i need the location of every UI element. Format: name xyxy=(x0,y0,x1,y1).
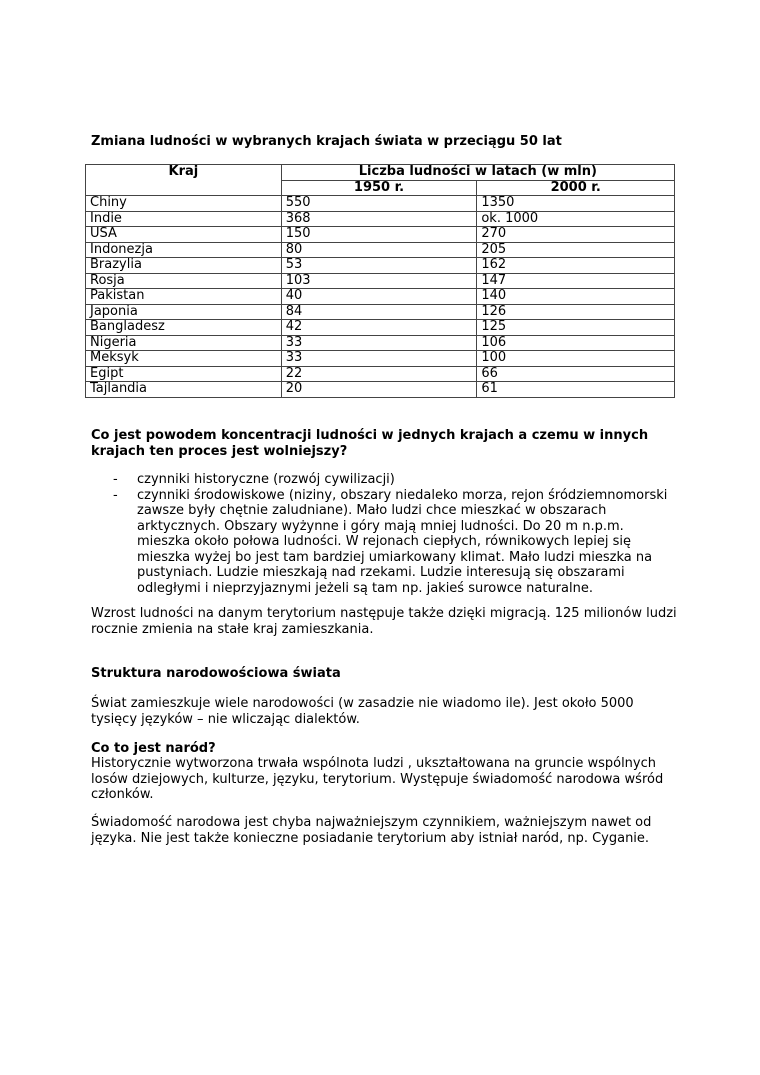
cell-country: Bangladesz xyxy=(86,320,282,336)
cell-1950: 84 xyxy=(281,304,477,320)
table-row xyxy=(86,289,675,305)
table-header-row xyxy=(86,165,675,181)
cell-country: Brazylia xyxy=(86,258,282,274)
list-item xyxy=(91,472,681,488)
table-row xyxy=(86,273,675,289)
migration-paragraph: Wzrost ludności na danym terytorium następuje także dzięki migracją. 125 milionów ludzi rocznie zmienia na stałe kraj zamieszkania. xyxy=(91,606,677,637)
cell-1950: 103 xyxy=(281,273,477,289)
table-row xyxy=(86,335,675,351)
cell-1950: 80 xyxy=(281,242,477,258)
cell-country: USA xyxy=(86,227,282,243)
cell-2000: 1350 xyxy=(477,196,675,212)
list-item-text: czynniki historyczne (rozwój cywilizacji) xyxy=(137,472,395,487)
cell-1950: 40 xyxy=(281,289,477,305)
cell-country: Pakistan xyxy=(86,289,282,305)
cell-2000: ok. 1000 xyxy=(477,211,675,227)
closing-paragraph: Świadomość narodowa jest chyba najważniejszym czynnikiem, ważniejszym nawet od języka. Nie jest także konieczne posiadanie terytorium aby istniał naród, np. Cyganie. xyxy=(91,815,652,846)
cell-2000: 126 xyxy=(477,304,675,320)
table-body xyxy=(86,196,675,398)
table-row xyxy=(86,258,675,274)
table-row xyxy=(86,351,675,367)
header-year-2000: 2000 r. xyxy=(477,180,675,196)
cell-1950: 22 xyxy=(281,366,477,382)
nationalities-paragraph: Świat zamieszkuje wiele narodowości (w zasadzie nie wiadomo ile). Jest około 5000 tysięcy języków – nie wliczając dialektów. xyxy=(91,696,634,727)
cell-country: Nigeria xyxy=(86,335,282,351)
cell-2000: 100 xyxy=(477,351,675,367)
cell-1950: 150 xyxy=(281,227,477,243)
cell-country: Egipt xyxy=(86,366,282,382)
cell-2000: 106 xyxy=(477,335,675,351)
nation-definition: Historycznie wytworzona trwała wspólnota ludzi , ukształtowana na gruncie wspólnych losów dziejowych, kulturze, języku, terytorium. Występuje świadomość narodowa wśród członków. xyxy=(91,756,664,802)
table-title: Zmiana ludności w wybranych krajach świata w przeciągu 50 lat xyxy=(91,134,562,149)
cell-country: Japonia xyxy=(86,304,282,320)
cell-1950: 53 xyxy=(281,258,477,274)
cell-country: Rosja xyxy=(86,273,282,289)
cell-2000: 140 xyxy=(477,289,675,305)
cell-2000: 205 xyxy=(477,242,675,258)
table-row xyxy=(86,366,675,382)
cell-1950: 20 xyxy=(281,382,477,398)
header-population-group: Liczba ludności w latach (w mln) xyxy=(281,165,674,181)
dash-bullet-icon: - xyxy=(113,487,118,503)
question-heading: Co jest powodem koncentracji ludności w jednych krajach a czemu w innych krajach ten proces jest wolniejszy? xyxy=(91,428,649,459)
cell-1950: 368 xyxy=(281,211,477,227)
header-country: Kraj xyxy=(86,165,282,196)
cell-country: Meksyk xyxy=(86,351,282,367)
table-row xyxy=(86,304,675,320)
cell-2000: 162 xyxy=(477,258,675,274)
cell-country: Chiny xyxy=(86,196,282,212)
nation-subheading: Co to jest naród? xyxy=(91,741,216,756)
table-row xyxy=(86,211,675,227)
cell-2000: 61 xyxy=(477,382,675,398)
population-table xyxy=(85,164,675,398)
cell-country: Indonezja xyxy=(86,242,282,258)
table-row xyxy=(86,227,675,243)
list-item-text: czynniki środowiskowe (niziny, obszary niedaleko morza, rejon śródziemnomorski zawsze były chętnie zaludniane). Mało ludzi chce mieszkać w obszarach arktycznych. Obszary wyżynne i góry mają mniej ludności. Do 20 m n.p.m. mieszka około połowa ludności. W rejonach ciepłych, równikowych lepiej się mieszka wyżej bo jest tam bardziej umiarkowany klimat. Mało ludzi mieszka na pustyniach. Ludzie mieszkają nad rzekami. Ludzie interesują się obszarami odległymi i nieprzyjaznymi jeżeli są tam np. jakieś surowce naturalne. xyxy=(137,487,668,596)
cell-1950: 42 xyxy=(281,320,477,336)
cell-country: Tajlandia xyxy=(86,382,282,398)
cell-2000: 270 xyxy=(477,227,675,243)
table-row xyxy=(86,382,675,398)
cell-country: Indie xyxy=(86,211,282,227)
header-year-1950: 1950 r. xyxy=(281,180,477,196)
cell-2000: 147 xyxy=(477,273,675,289)
factors-list xyxy=(91,472,681,596)
table-row xyxy=(86,196,675,212)
cell-1950: 33 xyxy=(281,351,477,367)
cell-1950: 550 xyxy=(281,196,477,212)
table-row xyxy=(86,320,675,336)
dash-bullet-icon: - xyxy=(113,472,118,487)
cell-2000: 66 xyxy=(477,366,675,382)
cell-2000: 125 xyxy=(477,320,675,336)
table-row xyxy=(86,242,675,258)
list-item xyxy=(91,488,681,597)
section-heading: Struktura narodowościowa świata xyxy=(91,666,341,681)
cell-1950: 33 xyxy=(281,335,477,351)
